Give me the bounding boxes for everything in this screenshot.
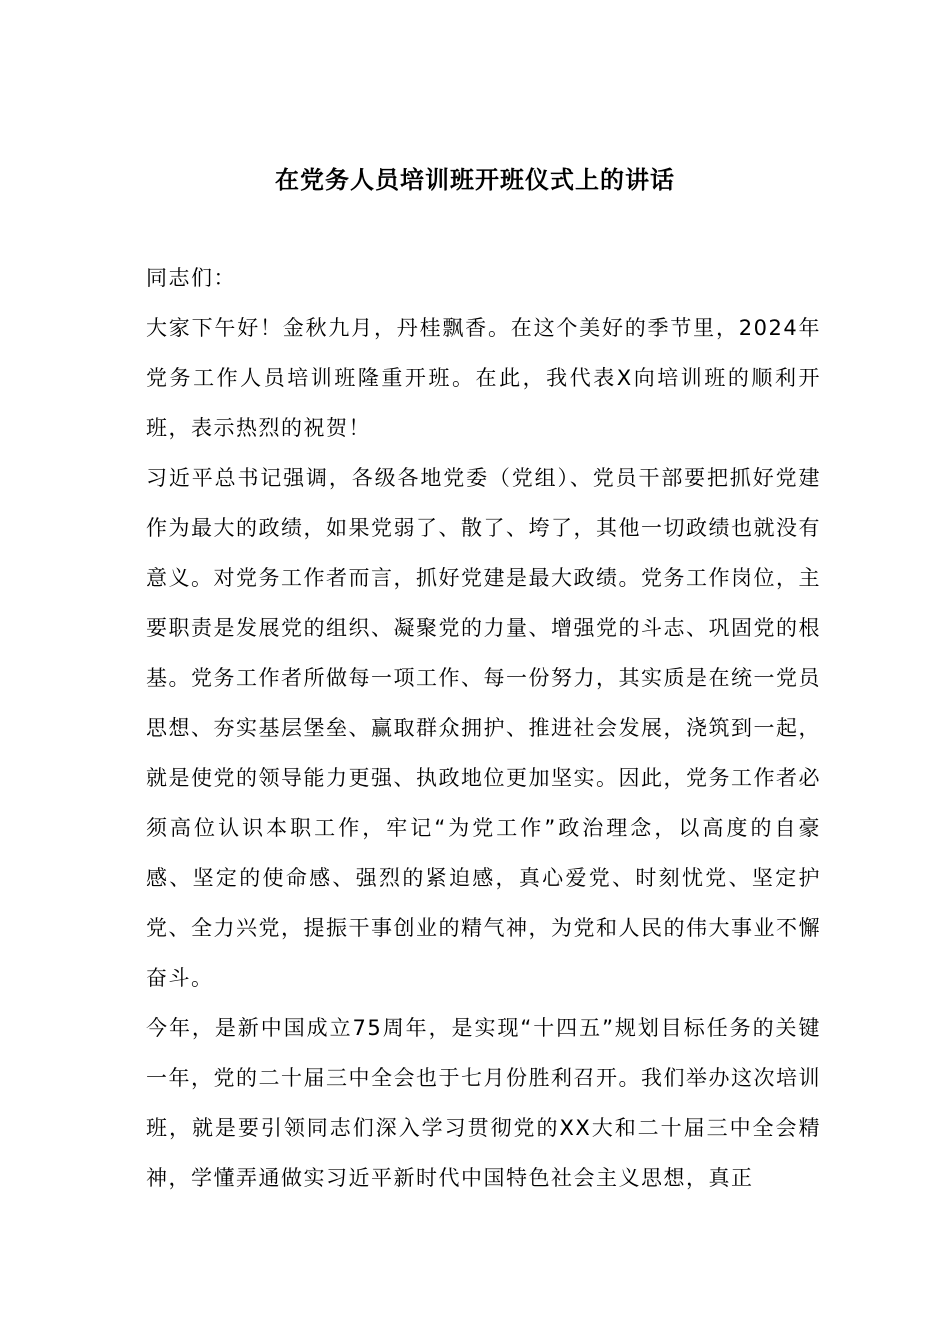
paragraph-this-year: 今年，是新中国成立75周年，是实现“十四五”规划目标任务的关键一年，党的二十届三中全会也于七月份胜利召开。我们举办这次培训班，就是要引领同志们深入学习贯彻党的XX大和二十届三中全会精神，学懂弄通做实习近平新时代中国特色社会主义思想，真正 <box>146 1016 821 1190</box>
document-body <box>146 253 821 1203</box>
paragraph-greeting: 大家下午好！金秋九月，丹桂飘香。在这个美好的季节里，2024年党务工作人员培训班隆重开班。在此，我代表X向培训班的顺利开班，表示热烈的祝贺！ <box>146 316 821 440</box>
salutation: 同志们： <box>146 266 236 290</box>
document-title: 在党务人员培训班开班仪式上的讲话 <box>275 165 675 194</box>
paragraph-party-building: 习近平总书记强调，各级各地党委（党组）、党员干部要把抓好党建作为最大的政绩，如果党弱了、散了、垮了，其他一切政绩也就没有意义。对党务工作者而言，抓好党建是最大政绩。党务工作岗位，主要职责是发展党的组织、凝聚党的力量、增强党的斗志、巩固党的根基。党务工作者所做每一项工作、每一份努力，其实质是在统一党员思想、夯实基层堡垒、赢取群众拥护、推进社会发展，浇筑到一起，就是使党的领导能力更强、执政地位更加坚实。因此，党务工作者必须高位认识本职工作，牢记“为党工作”政治理念，以高度的自豪感、坚定的使命感、强烈的紧迫感，真心爱党、时刻忧党、坚定护党、全力兴党，提振干事创业的精气神，为党和人民的伟大事业不懈奋斗。 <box>146 466 821 990</box>
